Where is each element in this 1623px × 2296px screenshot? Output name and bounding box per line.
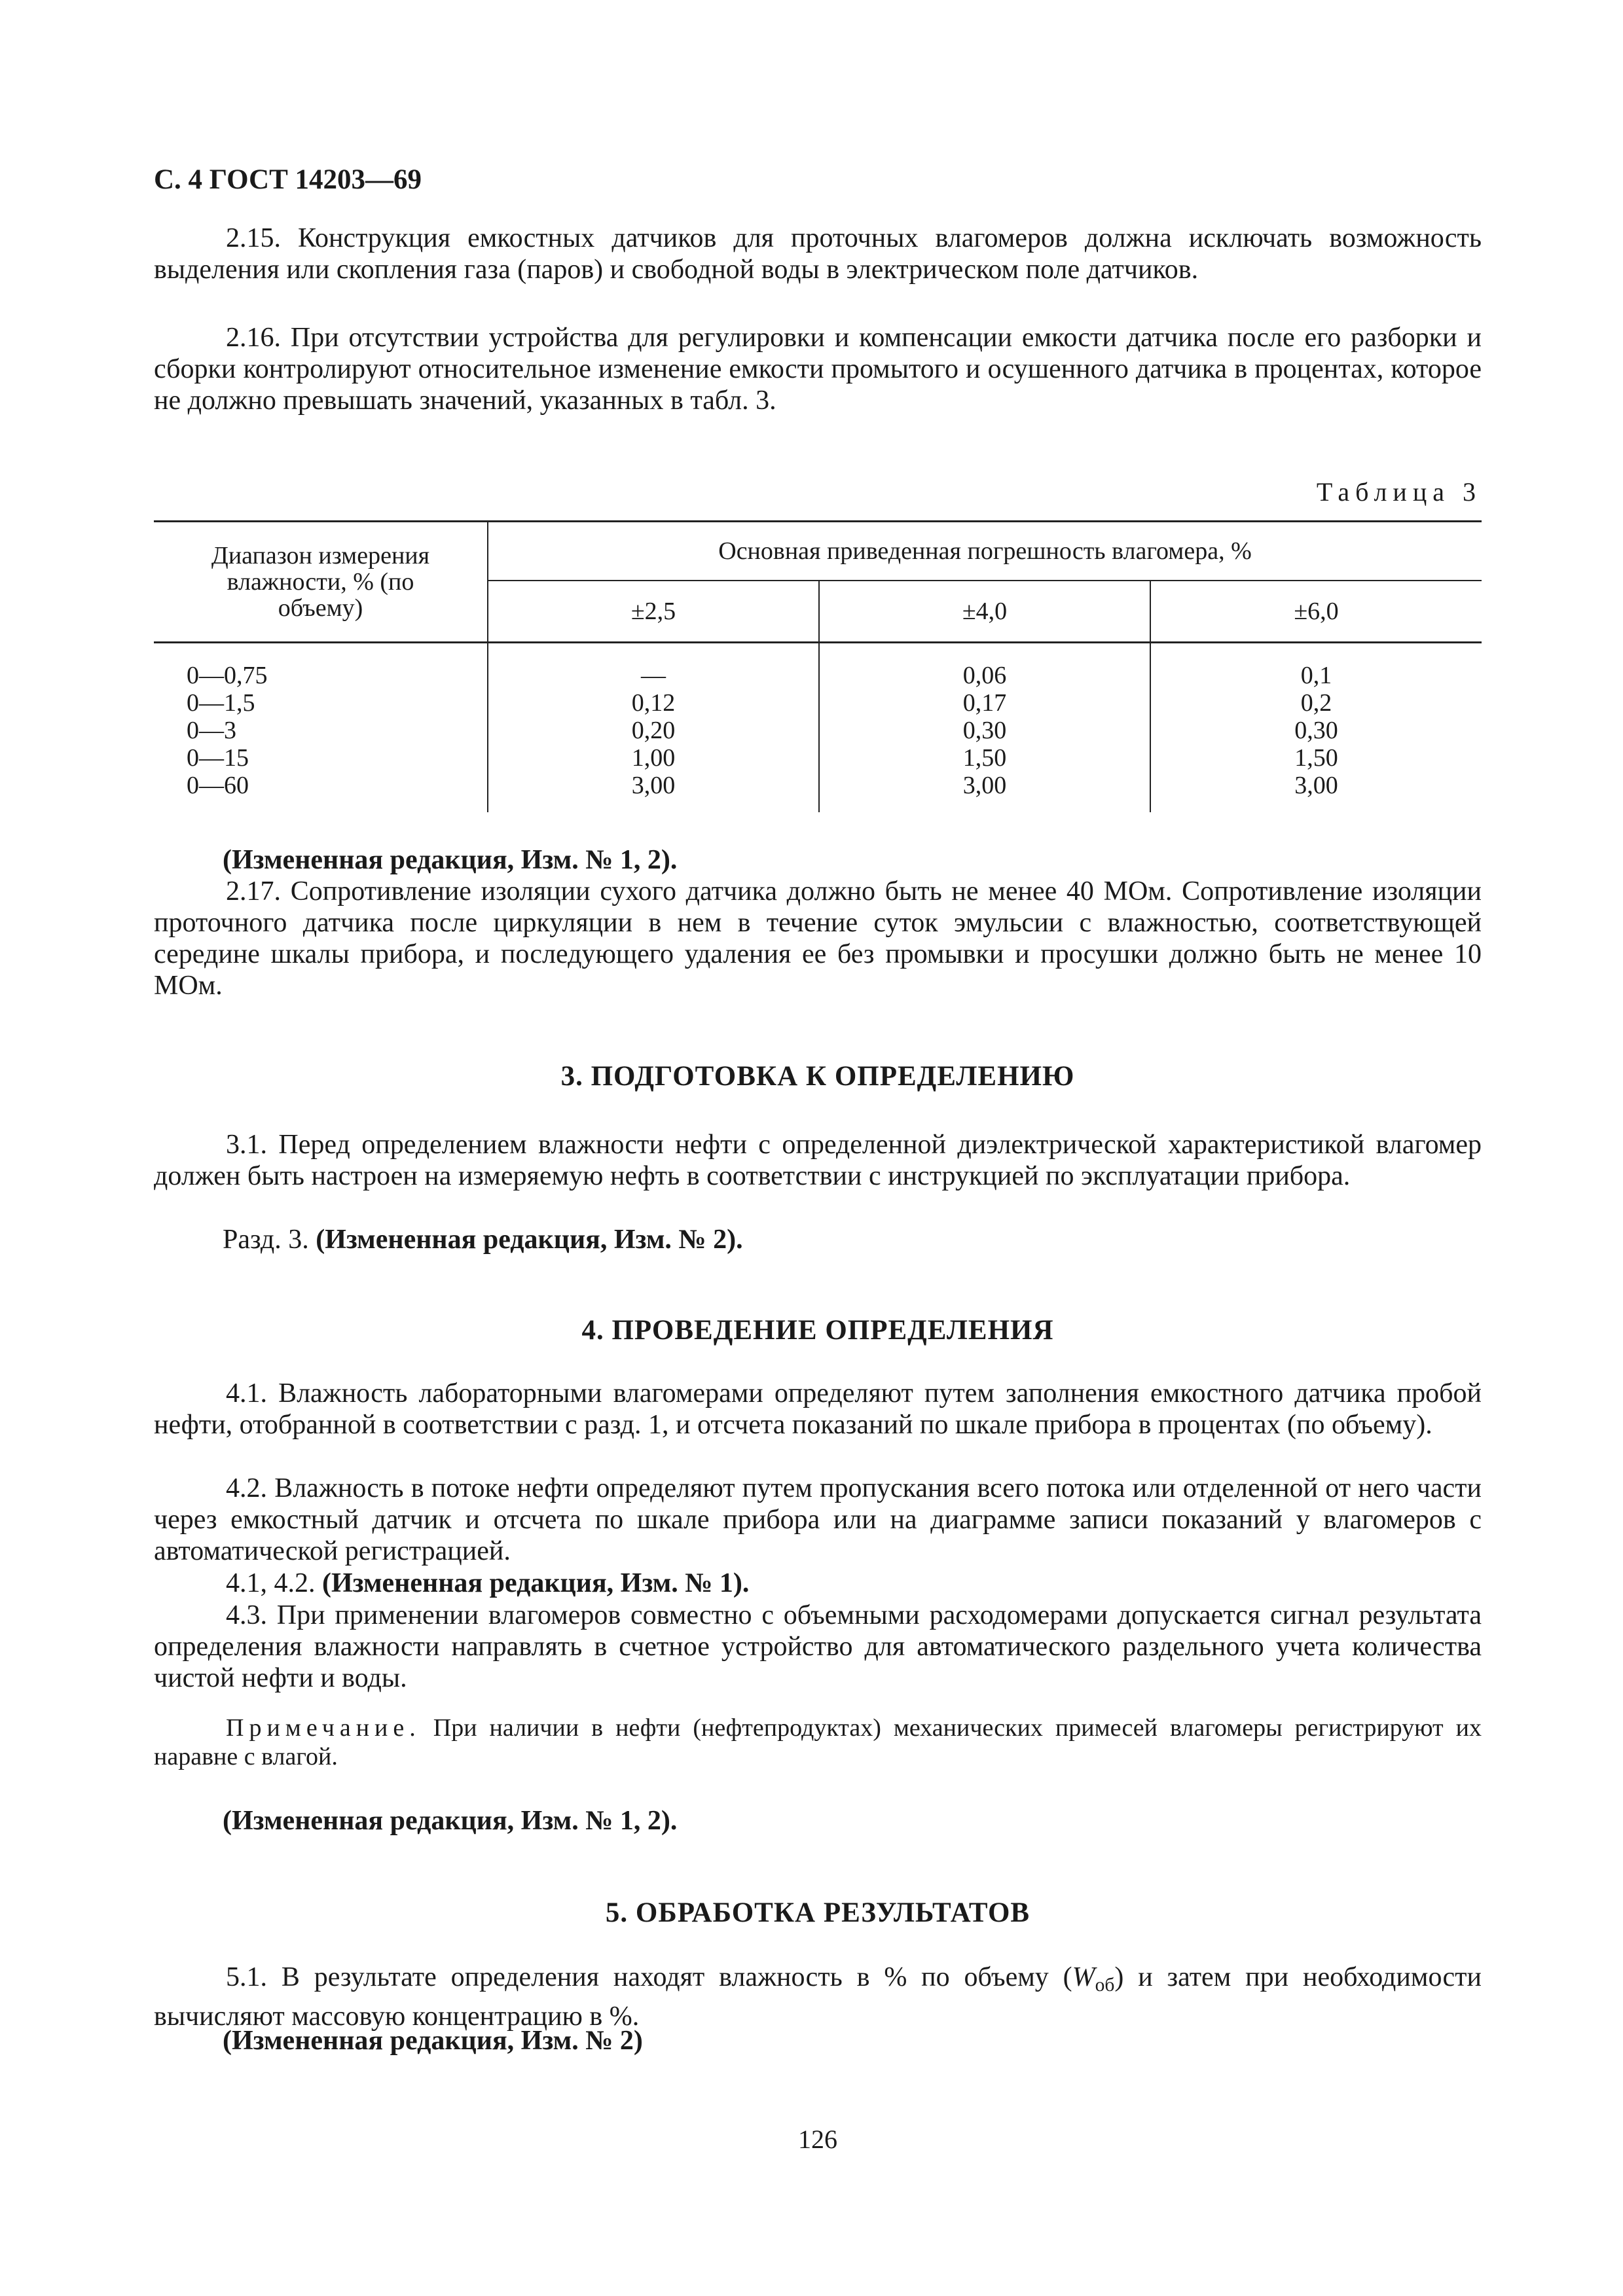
values-2-5: — 0,12 0,20 1,00 3,00 <box>488 643 819 813</box>
values-6-0: 0,1 0,2 0,30 1,50 3,00 <box>1294 662 1338 799</box>
section-3-title: 3. ПОДГОТОВКА К ОПРЕДЕЛЕНИЮ <box>560 1061 1075 1092</box>
paragraph-4-3-text: 4.3. При применении влагомеров совместно с объемными расходомерами допускается сигнал результата определения влажности направлять в счетное устройство для автоматического раздельного учета количества чистой нефти и воды. <box>154 1600 1482 1693</box>
paragraph-4-2 <box>154 1473 1482 1567</box>
w-subscript: об <box>1095 1975 1115 1996</box>
section-3-amendment: Разд. 3. (Измененная редакция, Изм. № 2). <box>223 1225 743 1255</box>
range-values: 0—0,75 0—1,5 0—3 0—15 0—60 <box>154 643 488 813</box>
error-group-header: Основная приведенная погрешность влагомера, % <box>488 522 1482 581</box>
paragraph-2-15 <box>154 223 1482 285</box>
paragraph-2-17 <box>154 876 1482 1001</box>
w-symbol: W <box>1072 1962 1095 1992</box>
paragraph-4-1-text: 4.1. Влажность лабораторными влагомерами определяют путем заполнения емкостного датчика пробой нефти, отобранной в соответствии с разд. 1, и отсчета показаний по шкале прибора в процентах (по объему). <box>154 1378 1482 1440</box>
paragraph-5-1: 5.1. В результате определения находят влажность в % по объему $(W_{об})$ и затем при необходимости вычисляют массовую концентрацию в %. <box>154 1962 1482 2032</box>
paragraph-4-1 <box>154 1378 1482 1441</box>
paragraph-2-17-text: 2.17. Сопротивление изоляции сухого датчика должно быть не менее 40 МОм. Сопротивление изоляции проточного датчика после циркуляции в нем в течение суток эмульсии с влажностью, соответствующей середине шкалы прибора, и последующего удаления ее без промывки и просушки должно быть не менее 10 МОм. <box>154 876 1482 1001</box>
error-header-6-0: ±6,0 <box>1150 581 1482 643</box>
note <box>154 1713 1482 1771</box>
table-caption: Таблица 3 <box>1316 477 1482 507</box>
values-4-0: 0,06 0,17 0,30 1,50 3,00 <box>819 643 1150 813</box>
paragraph-3-1 <box>154 1129 1482 1192</box>
paragraph-2-16-text: 2.16. При отсутствии устройства для регулировки и компенсации емкости датчика после его разборки и сборки контролируют относительное изменение емкости промытого и осушенного датчика в процентах, которое не должно превышать значений, указанных в табл. 3. <box>154 323 1482 416</box>
note-text: При наличии в нефти (нефтепродуктах) механических примесей влагомеры регистрируют их наравне с влагой. <box>154 1714 1482 1770</box>
amendment-4: 4.1, 4.2. (Измененная редакция, Изм. № 1). <box>226 1568 750 1598</box>
amendment-note-table: (Измененная редакция, Изм. № 1, 2). <box>223 845 678 875</box>
note-label: Примечание. <box>226 1714 421 1742</box>
error-header-2-5: ±2,5 <box>488 581 819 643</box>
paragraph-4-2-text: 4.2. Влажность в потоке нефти определяют путем пропускания всего потока или отделенной от него части через емкостный датчик и отсчета по шкале прибора или на диаграмме записи показаний у влагомеров с автоматической регистрацией. <box>154 1473 1482 1566</box>
paragraph-4-3 <box>154 1600 1482 1694</box>
table-3 <box>154 520 1482 812</box>
paragraph-2-16 <box>154 322 1482 416</box>
range-column-header: Диапазон измерения влажности, % (по объему) <box>154 522 488 643</box>
error-header-4-0: ±4,0 <box>819 581 1150 643</box>
section-5-title: 5. ОБРАБОТКА РЕЗУЛЬТАТОВ <box>605 1897 1030 1928</box>
section-4-title: 4. ПРОВЕДЕНИЕ ОПРЕДЕЛЕНИЯ <box>581 1315 1054 1346</box>
amendment-note-4: (Измененная редакция, Изм. № 1, 2). <box>223 1806 678 1836</box>
paragraph-2-15-text: 2.15. Конструкция емкостных датчиков для проточных влагомеров должна исключать возможность выделения или скопления газа (паров) и свободной воды в электрическом поле датчиков. <box>154 223 1482 285</box>
paragraph-3-1-text: 3.1. Перед определением влажности нефти с определенной диэлектрической характеристикой влагомер должен быть настроен на измеряемую нефть в соответствии с инструкцией по эксплуатации прибора. <box>154 1130 1482 1191</box>
amendment-5: (Измененная редакция, Изм. № 2) <box>223 2026 643 2056</box>
page-header: С. 4 ГОСТ 14203—69 <box>154 164 422 195</box>
page-number: 126 <box>798 2125 837 2154</box>
